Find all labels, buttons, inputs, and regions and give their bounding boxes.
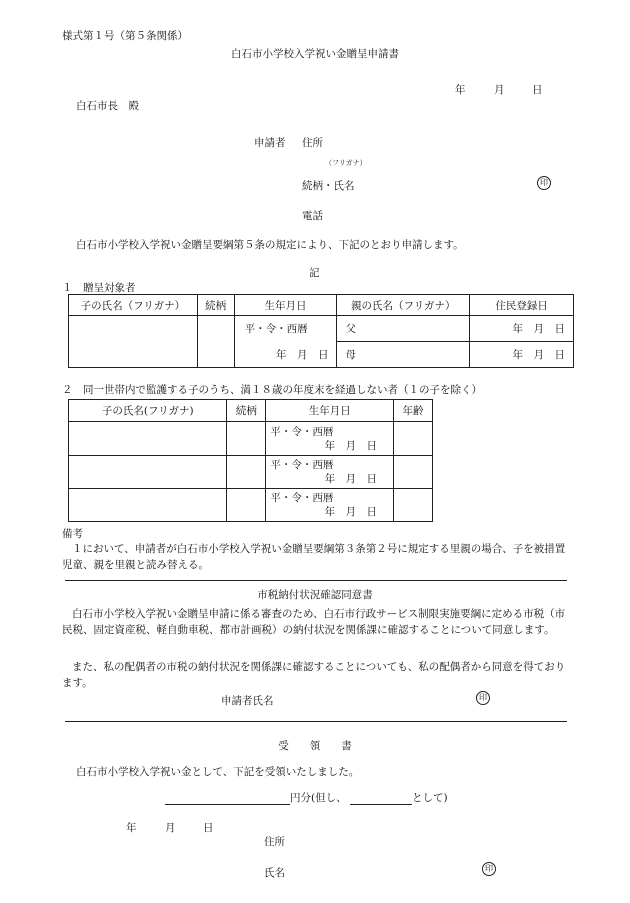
purpose-suffix: として) (411, 792, 448, 804)
col-birthdate: 生年月日 (234, 295, 337, 316)
section1-heading: １ 贈呈対象者 (62, 282, 136, 294)
date-text: 年 月 日 (324, 473, 378, 485)
col-birthdate: 生年月日 (266, 400, 394, 422)
receipt-text: 白石市小学校入学祝い金として、下記を受領いたしました。 (76, 766, 360, 778)
receipt-date-month: 月 (165, 822, 176, 834)
receipt-date-year: 年 (126, 822, 137, 834)
mother-reg-date-cell[interactable]: 年 月 日 (470, 342, 574, 368)
relation-cell[interactable] (227, 456, 266, 489)
household-table (68, 399, 433, 522)
amount-suffix: 円分(但し、 (290, 792, 347, 804)
mother-cell[interactable]: 母 (337, 342, 470, 368)
col-relation: 続柄 (197, 295, 234, 316)
table-row (69, 422, 433, 456)
father-reg-date-cell[interactable]: 年 月 日 (470, 316, 574, 342)
divider (65, 580, 567, 581)
applicant-name-label: 続柄・氏名 (302, 180, 355, 192)
recipient-table (68, 294, 574, 368)
age-cell[interactable] (394, 456, 433, 489)
date-text: 年 月 日 (324, 506, 378, 518)
birth-date-cell[interactable]: 年 月 日 (234, 342, 337, 368)
receipt-address-label: 住所 (264, 836, 285, 848)
era-text: 平・令・西暦 (270, 425, 334, 438)
col-relation: 続柄 (227, 400, 266, 422)
amount-field[interactable] (165, 792, 290, 805)
child-name-cell[interactable] (69, 456, 227, 489)
relation-cell[interactable] (197, 316, 234, 368)
era-text: 平・令・西暦 (270, 492, 334, 504)
era-text: 平・令・西暦 (270, 459, 334, 471)
father-cell[interactable]: 父 (337, 316, 470, 342)
seal-icon: 印 (476, 691, 490, 705)
birthdate-cell[interactable] (266, 456, 394, 489)
addressee: 白石市長 殿 (76, 100, 139, 112)
col-child-name: 子の氏名(フリガナ) (69, 400, 227, 422)
col-parent-name: 親の氏名（フリガナ） (337, 295, 470, 316)
receipt-date-day: 日 (203, 822, 214, 834)
date-text: 年 月 日 (324, 439, 378, 452)
table-row (69, 489, 433, 522)
section2-heading: ２ 同一世帯内で監護する子のうち、満１８歳の年度末を経過しない者（１の子を除く） (62, 384, 482, 396)
consent-paragraph-2: また、私の配偶者の市税の納付状況を関係課に確認することについても、私の配偶者から同意を得ております。 (62, 661, 566, 689)
date-day: 日 (532, 84, 543, 96)
page-title: 白石市小学校入学祝い金贈呈申請書 (231, 48, 399, 60)
purpose-field[interactable] (350, 792, 412, 805)
age-cell[interactable] (394, 489, 433, 522)
table-row (69, 456, 433, 489)
consent-signer-label: 申請者氏名 (221, 695, 274, 707)
date-month: 月 (494, 84, 505, 96)
child-name-cell[interactable] (69, 489, 227, 522)
applicant-address-label: 住所 (302, 137, 323, 149)
birthdate-cell[interactable] (266, 422, 394, 456)
age-cell[interactable] (394, 422, 433, 456)
consent-title: 市税納付状況確認同意書 (257, 589, 373, 601)
col-age: 年齢 (394, 400, 433, 422)
seal-icon: 印 (482, 862, 496, 876)
divider (65, 721, 567, 722)
child-name-cell[interactable] (69, 316, 198, 368)
date-year: 年 (455, 84, 466, 96)
relation-cell[interactable] (227, 489, 266, 522)
birthdate-cell[interactable] (266, 489, 394, 522)
furigana-label: （フリガナ） (325, 159, 367, 167)
form-number: 様式第１号（第５条関係） (62, 30, 188, 42)
era-cell: 平・令・西暦 (234, 316, 337, 342)
receipt-name-label: 氏名 (264, 867, 285, 879)
child-name-cell[interactable] (69, 422, 227, 456)
remarks-heading: 備考 (62, 528, 83, 540)
col-registration-date: 住民登録日 (470, 295, 574, 316)
consent-paragraph-1: 白石市小学校入学祝い金贈呈申請に係る審査のため、白石市行政サービス制限実施要綱に定める市税（市民税、固定資産税、軽自動車税、都市計画税）の納付状況を関係課に確認することについて同意します。 (62, 608, 566, 636)
col-child-name: 子の氏名（フリガナ） (69, 295, 198, 316)
seal-icon: 印 (537, 176, 551, 190)
receipt-title: 受 領 書 (278, 740, 352, 752)
ki-label: 記 (309, 267, 320, 279)
receipt-amount-line (165, 790, 448, 805)
applicant-phone-label: 電話 (302, 210, 323, 222)
intro-text: 白石市小学校入学祝い金贈呈要綱第５条の規定により、下記のとおり申請します。 (76, 239, 464, 251)
applicant-label: 申請者 (254, 137, 286, 149)
relation-cell[interactable] (227, 422, 266, 456)
remarks-text: １において、申請者が白石市小学校入学祝い金贈呈要綱第３条第２号に規定する里親の場合、子を被措置児童、親を里親と読み替える。 (62, 543, 566, 571)
